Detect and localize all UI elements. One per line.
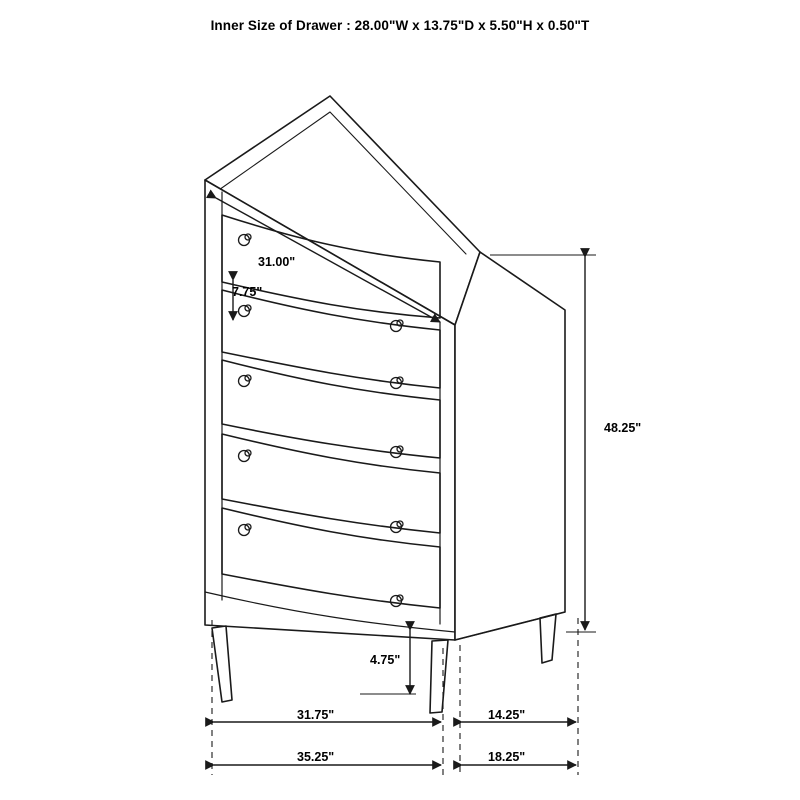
dim-label-leg-height: 4.75" (370, 653, 401, 667)
leg-front-left (212, 626, 232, 702)
chest-body (205, 96, 565, 713)
dim-label-drawer-height: 7.75" (232, 285, 263, 299)
dim-label-overall-height: 48.25" (604, 421, 642, 435)
chest-side-face (455, 252, 565, 640)
leg-front-right (430, 640, 448, 713)
dim-label-overall-width: 35.25" (297, 750, 335, 764)
dim-label-overall-depth: 18.25" (488, 750, 526, 764)
dim-label-side-depth: 14.25" (488, 708, 526, 722)
leg-back-right (540, 614, 556, 663)
dim-label-drawer-width: 31.00" (258, 255, 296, 269)
page-title: Inner Size of Drawer : 28.00"W x 13.75"D x 5.50"H x 0.50"T (210, 18, 590, 33)
dim-label-front-width: 31.75" (297, 708, 335, 722)
